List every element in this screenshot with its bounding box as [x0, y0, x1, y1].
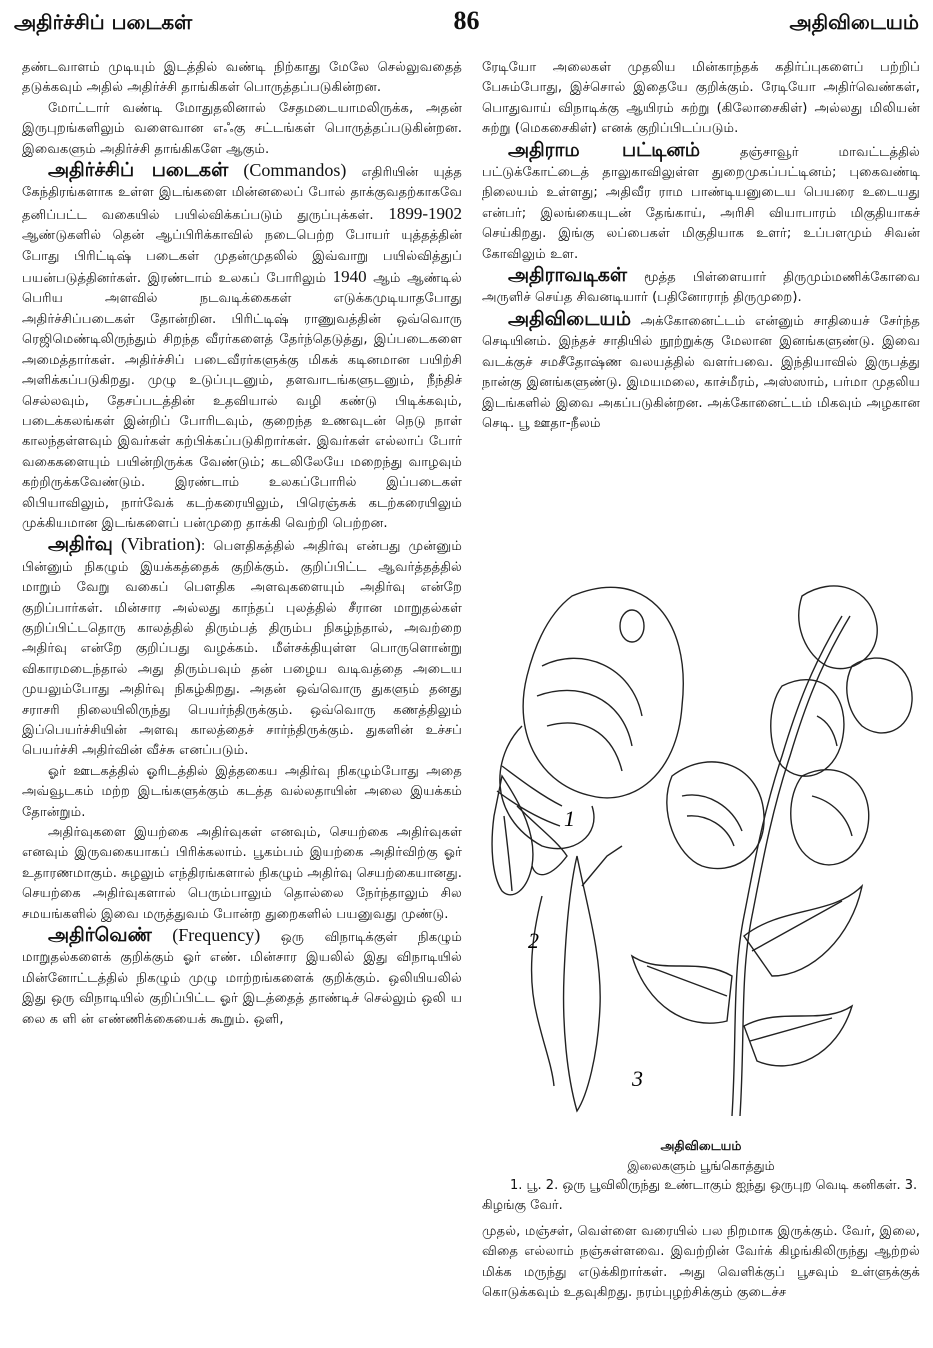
figure-caption — [482, 1136, 920, 1216]
plant-illustration — [482, 556, 920, 1116]
english-term-commandos: (Commandos) — [243, 160, 347, 181]
leaf-drawing — [744, 886, 862, 976]
entry-vibration — [22, 534, 462, 761]
frequency-text: ஒரு விநாடிக்குள் நிகழும் மாறுதல்களைக் குறிக்கும் ஓர் எண். மின்சார இயலில் இது விநாடியில் மின்னோட்டத்தில் நிகழும் முழு மாற்றங்களைக் குறிக்கும். ஒலியியலில் இது ஒரு விநாடியில் குறிப்பிட்ட ஓர் இடத்தைத் தாண்டிச் செல்லும் ஒலி ய லை க ளி ன் எண்ணிக்கையைக் கூறும். ஒளி, — [22, 930, 462, 1027]
entry-frequency — [22, 925, 462, 1030]
headword-commandos: அதிர்ச்சிப் படைகள் — [48, 159, 229, 182]
entry-athiravadigal — [482, 265, 920, 309]
page-header — [14, 6, 919, 42]
aconite-drawing — [482, 556, 920, 1116]
commandos-text-a: எதிரியின் யுத்த கேந்திரங்களாக உள்ள இடங்களை மின்னலைப் போல் தாக்குவதற்காகவே தனிப்பட்ட வகையில் பயில்விக்கப்படும் துருப்புக்கள். — [22, 165, 462, 223]
vibration-paragraph-3: அதிர்வுகளை இயற்கை அதிர்வுகள் எனவும், செயற்கை அதிர்வுகள் எனவும் இருவகையாகப் பிரிக்கலாம். பூகம்பம் இயற்கை அதிர்விற்கு ஓர் உதாரணமாகும். சுழலும் எந்திரங்களால் நிகழும் அதிர்வு செயற்கையானது. செயற்கை அதிர்வுகளால் பெரும்பாலும் தொல்லை நேர்ந்தாலும் சில சமயங்களில் இவை மருத்துவம் போன்ற துறைகளில் பயனுவது முண்டு. — [22, 825, 462, 922]
left-column — [22, 58, 462, 1340]
vibration-text: : பௌதிகத்தில் அதிர்வு என்பது முன்னும் பின்னும் நிகழும் இயக்கத்தைக் குறிக்கும். குறிப்பிட்ட ஆவர்த்தத்தில் மாறும் வேறு வகைப் பௌதிக அளவுகளையும் அதிர்வு என்றே குறிப்பார்கள். மின்சார அல்லது காந்தப் புலத்தில் சீரான மாறுதல்கள் குறிப்பிட்டதொரு காலத்தில் திரும்பத் திரும்ப நிகழ்ந்தால், அவற்றை அதிர்வு என்றே குறிப்பது வழக்கம். மீள்சக்தியுள்ள பொருளொன்று விகாரமடைந்தால் அது திரும்பவும் தன் பழைய வடிவத்தை அடைய முயலும்போது அதிர்வு நிகழ்கிறது. அதன் ஒவ்வொரு துகளும் தனது சராசரி நிலையிலிருந்து பெயர்ந்திருக்கும். ஒவ்வொரு கணத்திலும் இப்பெயர்ச்சியின் அளவு காலத்தைச் சார்ந்திருக்கும். துகளின் உச்சப் பெயர்ச்சி அதிர்வின் வீச்சு எனப்படும். — [22, 539, 462, 759]
english-term-vibration: (Vibration) — [120, 534, 201, 555]
figure-label-3: 3 — [632, 1066, 643, 1091]
headword-frequency: அதிர்வெண் — [48, 924, 152, 947]
entry-commandos — [22, 160, 462, 534]
caption-title: அதிவிடையம் — [660, 1138, 742, 1153]
root-tuber-drawing — [564, 856, 601, 1111]
athividaiyam-text: அக்கோனைட்டம் என்னும் சாதியைச் சேர்ந்த செடியினம். இந்தச் சாதியில் நூற்றுக்கு மேலான இனங்களுண்டு. இவை வடக்குச் சமசீதோஷ்ண வலயத்தில் வளர்பவை. இந்தியாவில் இருபத்து நான்கு இனங்களுண்டு. இமயமலை, காச்மீரம், அஸ்ஸாம், பர்மா முதலிய இடங்களில் இவை அகப்படுகின்றன. அக்கோனைட்டம் மிகவும் அழகான செடி. பூ ஊதா-நீலம் — [482, 313, 920, 431]
headword-vibration: அதிர்வு — [48, 533, 113, 556]
headword-athiravadigal: அதிராவடிகள் — [508, 264, 628, 287]
intro-paragraph-1: தண்டவாளம் முடியும் இடத்தில் வண்டி நிற்காது மேலே செல்லுவதைத் தடுக்கவும் அதில் அதிர்ச்சி தாங்கிகள் பொருத்தப்படுகின்றன. — [22, 60, 462, 96]
english-term-frequency: (Frequency) — [172, 925, 261, 946]
headword-athirampattinam: அதிராம பட்டினம் — [508, 138, 701, 161]
commandos-text-b: ஆண்டுகளில் தென் ஆப்பிரிக்காவில் நடைபெற்ற போயர் யுத்தத்தின் போது பிரிட்டிஷ் படைகள் முதன்முதலில் இவ்வாறு பயில்வித்துப் பயன்படுத்தினர்கள். இரண்டாம் உலகப் போரிலும் — [22, 228, 462, 287]
athiravadigal-text: மூத்த பிள்ளையார் திருமும்மணிக்கோவை அருளிச் செய்த சிவனடியார் (பதினோராந் திருமுறை). — [482, 270, 920, 306]
figure-label-2: 2 — [528, 928, 539, 953]
page-number: 86 — [453, 6, 480, 35]
continued-paragraph: ரேடியோ அலைகள் முதலிய மின்காந்தக் கதிர்ப்புகளைப் பற்றிப் பேசும்போது, இச்சொல் இதையே குறிக்கும். ரேடியோ அதிர்வெண்கள், பொதுவாய் விநாடிக்கு ஆயிரம் சுற்று (கிலோசைகிள்) அல்லது மிலியன் சுற்று (மெகசைகிள்) எனக் குறிப்பிடப்படும். — [482, 60, 920, 137]
commandos-text-c: ஆம் ஆண்டில் பெரிய அளவில் நடவடிக்கைகள் எடுக்கமுடியாதபோது அதிர்ச்சிப்படைகள் தோன்றின. பிரிட்டிஷ் ராணுவத்தின் ஒவ்வொரு ரெஜிமெண்டிலிருந்தும் சிறந்த வீரர்களைத் தேர்ந்தெடுத்து, இப்படைகளை அமைத்தார்கள். அதிர்ச்சிப் படைவீரர்களுக்கு மிகக் கடினமான பயிற்சி அளிக்கப்படுகிறது. முழு உடுப்புடனும், தளவாடங்களுடனும், நீந்திச் செல்லவும், தேசப்படத்தின் உதவியால் வழி கண்டு பிடிக்கவும், படைக்கலங்கள் இன்றிப் போரிடவும், குறைந்த உணவுடன் நெடு நாள் காலந்தள்ளவும் இவர்கள் கற்பிக்கப்படுகிறார்கள். இவர்கள் எல்லாப் போர் வகைகளையும் பயின்றிருக்க வேண்டும்; கடலிலேயே மறைந்து வாழவும் கற்றிருக்கவேண்டும். இரண்டாம் உலகப்போரில் இப்படைகள் லிபியாவிலும், நார்வேக் கடற்கரையிலும், பிரெஞ்சுக் கடற்கரையிலும் முக்கியமான இடங்களைப் பன்முறை தாக்கி வெற்றி பெற்றன. — [22, 271, 462, 531]
commandos-year-1940: 1940 — [332, 267, 367, 287]
caption-subtitle: இலைகளும் பூங்கொத்தும் — [627, 1158, 775, 1173]
stem-drawing — [732, 616, 842, 1116]
running-head-right: அதிவிடையம் — [789, 10, 919, 34]
right-column-continued — [482, 1222, 920, 1304]
athividaiyam-continued: முதல், மஞ்சள், வெள்ளை வரையில் பல நிறமாக இருக்கும். வேர், இலை, விதை எல்லாம் நஞ்சுள்ளவை. இவற்றின் வேர்க் கிழங்கிலிருந்து ஆற்றல் மிக்க மருந்து எடுக்கிறார்கள். அது வெளிக்குப் பூசவும் உள்ளுக்குக் கொடுக்கவும் உதவுகிறது. நரம்புழற்சிக்கும் குடைச்ச — [482, 1224, 920, 1301]
athirampattinam-text: தஞ்சாவூர் மாவட்டத்தில் பட்டுக்கோட்டைத் தாலுகாவிலுள்ள துறைமுகப்பட்டினம்; புகைவண்டி நிலையம் உள்ளது; அதிவீர ராம பாண்டியனுடைய பெயரை உடையது என்பர்; இலங்கையுடன் தேங்காய், அரிசி வியாபாரம் மிகுதியாகச் செய்கிறது. இங்கு லப்பைகள் மிகுதியாக உளர்; உப்பளமும் சிவன் கோவிலும் உள. — [482, 144, 920, 262]
caption-note: 1. பூ. 2. ஒரு பூவிலிருந்து உண்டாகும் ஐந்து ஒருபுற வெடி கனிகள். 3. கிழங்கு வேர். — [482, 1178, 918, 1213]
right-column — [482, 58, 920, 434]
headword-athividaiyam: அதிவிடையம் — [508, 307, 631, 330]
intro-paragraph-2: மோட்டார் வண்டி மோதுதலினால் சேதமடையாமலிருக்க, அதன் இருபுறங்களிலும் வளைவான எஃகு சட்டங்கள் பொருத்தப்படுகின்றன. இவைகளும் அதிர்ச்சி தாங்கிகளே ஆகும். — [22, 100, 462, 157]
entry-athividaiyam — [482, 309, 920, 434]
vibration-paragraph-2: ஓர் ஊடகத்தில் ஓரிடத்தில் இத்தகைய அதிர்வு நிகழும்போது அதை அவ்வூடகம் மற்ற இடங்களுக்கும் கடத்த வல்லதாயின் அலை இயக்கம் தோன்றும். — [22, 763, 462, 820]
figure-label-1: 1 — [564, 806, 575, 831]
commandos-years: 1899-1902 — [388, 203, 462, 223]
entry-athirampattinam — [482, 140, 920, 265]
running-head-left: அதிர்ச்சிப் படைகள் — [14, 10, 193, 34]
